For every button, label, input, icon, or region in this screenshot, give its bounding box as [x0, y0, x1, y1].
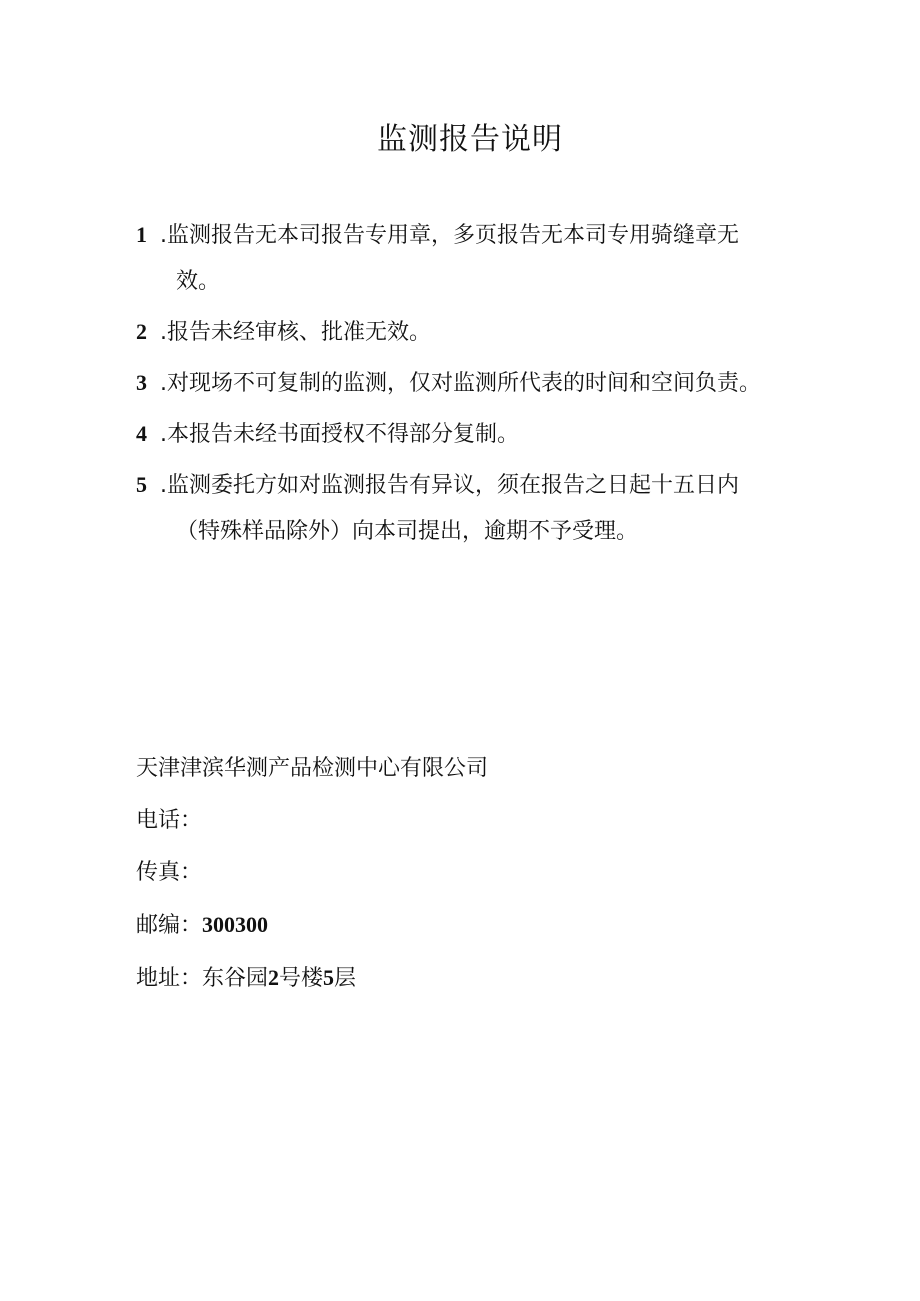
note-number: 2 [136, 319, 147, 344]
fax-label: 传真： [136, 860, 203, 885]
address-floor-number: 5 [323, 965, 335, 990]
note-number: 3 [136, 370, 147, 395]
note-item-2 [136, 311, 816, 354]
note-number: 1 [136, 222, 147, 247]
phone-row [136, 800, 836, 842]
address-part: 层 [334, 966, 357, 991]
note-continuation: 效。 [176, 269, 221, 294]
postcode-value: 300300 [202, 912, 269, 937]
note-text: .对现场不可复制的监测，仅对监测所代表的时间和空间负责。 [160, 371, 761, 396]
note-number: 5 [136, 472, 147, 497]
note-item-4 [136, 413, 816, 456]
note-continuation: （特殊样品除外）向本司提出，逾期不予受理。 [176, 519, 639, 544]
page-title: 监测报告说明 [377, 122, 563, 157]
address-row [136, 957, 836, 1000]
fax-row [136, 852, 836, 894]
note-text: .本报告未经书面授权不得部分复制。 [160, 422, 519, 447]
address-building-number: 2 [268, 965, 280, 990]
company-info [136, 748, 836, 1010]
address-part: 号楼 [279, 966, 324, 991]
company-name: 天津津滨华测产品检测中心有限公司 [136, 756, 489, 781]
address-part: 东谷园 [202, 966, 269, 991]
note-number: 4 [136, 421, 147, 446]
note-text: .监测委托方如对监测报告有异议，须在报告之日起十五日内 [160, 473, 739, 498]
note-item-3 [136, 362, 816, 405]
postcode-row [136, 904, 836, 947]
phone-label: 电话： [136, 808, 203, 833]
address-label: 地址： [136, 966, 203, 991]
note-text: .报告未经审核、批准无效。 [160, 320, 431, 345]
postcode-label: 邮编： [136, 913, 203, 938]
note-item-1 [136, 214, 816, 303]
note-item-5 [136, 464, 816, 553]
note-text: .监测报告无本司报告专用章，多页报告无本司专用骑缝章无 [160, 223, 739, 248]
notes-list [136, 214, 816, 553]
